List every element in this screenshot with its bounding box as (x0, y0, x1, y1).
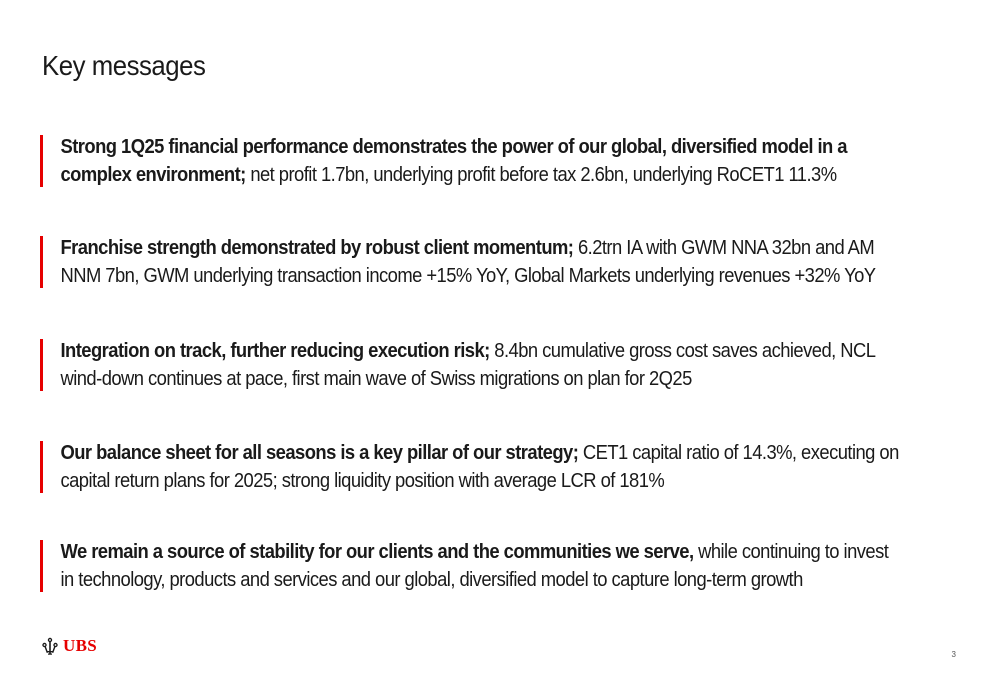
message-headline: We remain a source of stability for our clients and the communities we serve, (60, 541, 694, 563)
message-text (43, 234, 905, 290)
message-detail: CET1 capital ratio of 14.3%, executing on capital return plans for 2025; strong liquidity position with average LCR of 181% (60, 442, 899, 492)
page-number: 3 (951, 650, 956, 659)
key-message-2 (40, 234, 980, 290)
logo-wordmark: UBS (63, 636, 97, 655)
message-headline: Strong 1Q25 financial performance demonstrates the power of our global, diversified model in a complex environment; (60, 136, 847, 186)
key-message-5 (40, 538, 980, 594)
key-message-3 (40, 337, 980, 393)
keys-icon (40, 636, 60, 656)
message-detail: 6.2trn IA with GWM NNA 32bn and AM NNM 7bn, GWM underlying transaction income +15% YoY, Global Markets underlying revenues +32% YoY (60, 237, 876, 287)
message-text (43, 133, 905, 189)
message-headline: Our balance sheet for all seasons is a key pillar of our strategy; (60, 442, 579, 464)
key-message-1 (40, 133, 980, 189)
message-headline: Franchise strength demonstrated by robust client momentum; (60, 237, 574, 259)
message-headline: Integration on track, further reducing execution risk; (60, 340, 490, 362)
message-text (43, 439, 905, 495)
ubs-logo (40, 636, 97, 656)
message-detail: net profit 1.7bn, underlying profit before tax 2.6bn, underlying RoCET1 11.3% (245, 164, 837, 186)
message-detail: 8.4bn cumulative gross cost saves achieved, NCL wind-down continues at pace, first main wave of Swiss migrations on plan for 2Q25 (60, 340, 875, 390)
page-title: Key messages (42, 50, 206, 81)
key-message-4 (40, 439, 980, 495)
message-detail: while continuing to invest in technology, products and services and our global, diversified model to capture long-term growth (60, 541, 889, 591)
message-text (43, 538, 905, 594)
message-text (43, 337, 905, 393)
